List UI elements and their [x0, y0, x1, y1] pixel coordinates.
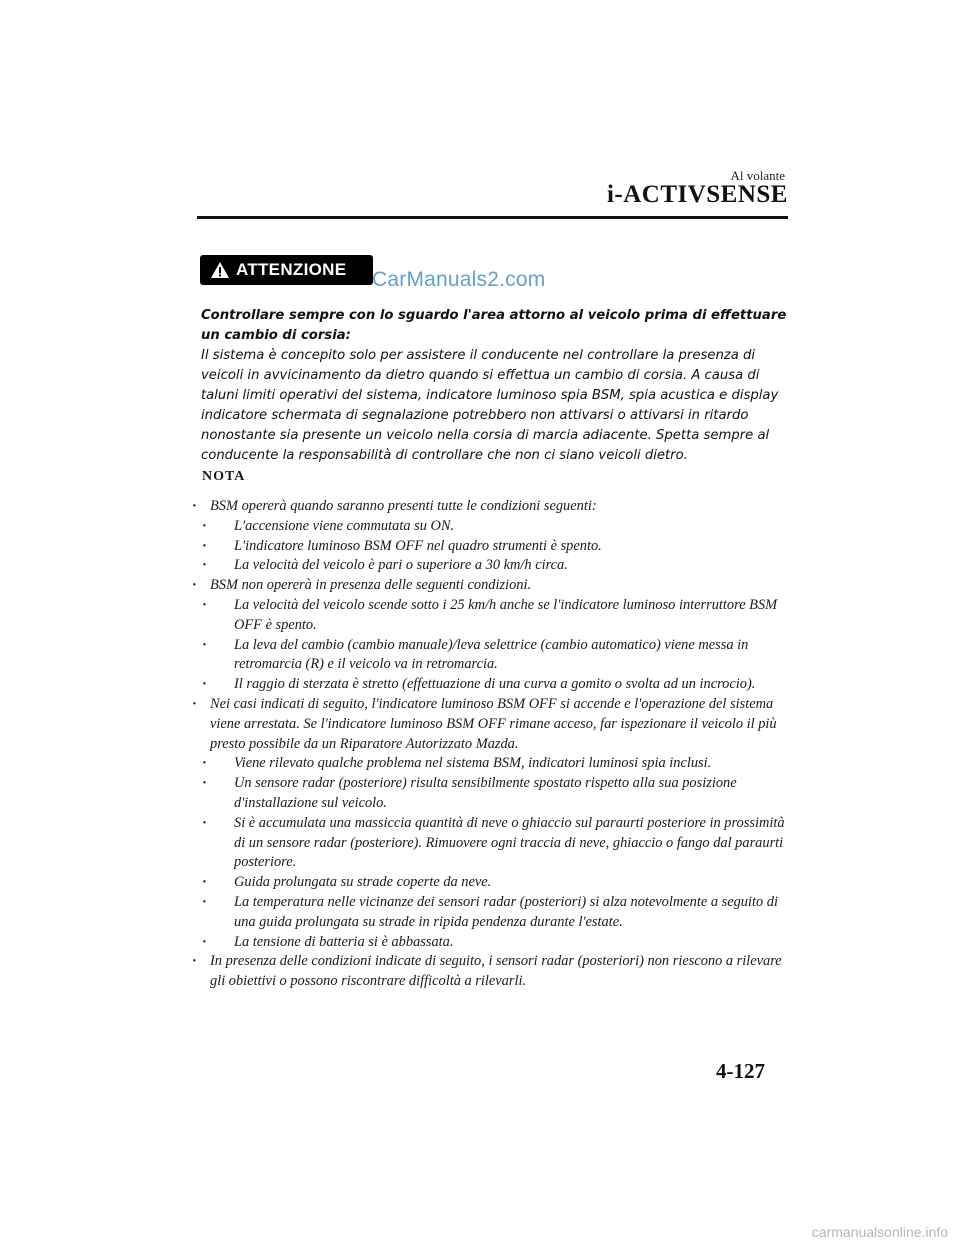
note-item-text: BSM opererà quando saranno presenti tutte le condizioni seguenti:: [210, 498, 597, 514]
header-section-label: Al volante: [730, 168, 785, 183]
warning-body: [201, 306, 791, 466]
note-list: [200, 497, 790, 992]
note-subitem: · La velocità del veicolo scende sotto i 25 km/h anche se l'indicatore luminoso interruttore BSM OFF è spento.: [210, 596, 790, 636]
warning-badge: [200, 255, 373, 285]
note-subitem: · Un sensore radar (posteriore) risulta sensibilmente spostato rispetto alla sua posizione d'installazione sul veicolo.: [210, 774, 790, 814]
note-item-text: In presenza delle condizioni indicate di seguito, i sensori radar (posteriori) non riescono a rilevare gli obiettivi o possono riscontrare difficoltà a rilevarli.: [210, 953, 782, 990]
note-item: [200, 497, 790, 576]
warning-label: ATTENZIONE: [236, 260, 347, 279]
note-subitem: · La tensione di batteria si è abbassata.: [210, 933, 790, 953]
note-subitem: · La temperatura nelle vicinanze dei sensori radar (posteriori) si alza notevolmente a seguito di una guida prolungata su strade in ripida pendenza durante l'estate.: [210, 893, 790, 933]
note-subitem: · La velocità del veicolo è pari o superiore a 30 km/h circa.: [210, 556, 790, 576]
warning-lead: Controllare sempre con lo sguardo l'area attorno al veicolo prima di effettuare un cambio di corsia:: [201, 308, 787, 343]
note-item-text: BSM non opererà in presenza delle seguenti condizioni.: [210, 577, 532, 594]
warning-triangle-icon: [210, 261, 230, 279]
note-subitem: · L'accensione viene commutata su ON.: [210, 517, 790, 537]
watermark-carmanualsonline: carmanualsonline.info: [811, 1224, 948, 1240]
page-title: i-ACTIVSENSE: [606, 181, 788, 208]
warning-text: Il sistema è concepito solo per assistere il conducente nel controllare la presenza di veicoli in avvicinamento da dietro quando si effettua un cambio di corsia. A causa di taluni limiti operativi del sistema, indicatore luminoso spia BSM, spia acustica e display indicatore schermata di segnalazione potrebbero non attivarsi o attivarsi in ritardo nonostante sia presente un veicolo nella corsia di marcia adiacente. Spetta sempre al conducente la responsabilità di controllare che non ci siano veicoli dietro.: [201, 348, 779, 463]
note-subitem: · Si è accumulata una massiccia quantità di neve o ghiaccio sul paraurti posteriore in prossimità di un sensore radar (posteriore). Rimuovere ogni traccia di neve, ghiaccio o fango dal paraurti posteriore.: [210, 814, 790, 873]
note-item: [200, 576, 790, 695]
note-subitem: · Il raggio di sterzata è stretto (effettuazione di una curva a gomito o svolta ad un incrocio).: [210, 675, 790, 695]
header-rule: [197, 216, 788, 219]
note-item: [200, 952, 790, 992]
note-subitem: · L'indicatore luminoso BSM OFF nel quadro strumenti è spento.: [210, 537, 790, 557]
note-label: NOTA: [202, 469, 246, 484]
note-subitem: · Guida prolungata su strade coperte da neve.: [210, 873, 790, 893]
note-subitem: · Viene rilevato qualche problema nel sistema BSM, indicatori luminosi spia inclusi.: [210, 754, 790, 774]
watermark-carmanuals2: CarManuals2.com: [372, 268, 546, 291]
note-item-text: Nei casi indicati di seguito, l'indicatore luminoso BSM OFF si accende e l'operazione del sistema viene arrestata. Se l'indicatore luminoso BSM OFF rimane acceso, far ispezionare il veicolo il più presto possibile da un Riparatore Autorizzato Mazda.: [210, 695, 777, 752]
page-number: 4-127: [716, 1059, 765, 1083]
note-subitem: · La leva del cambio (cambio manuale)/leva selettrice (cambio automatico) viene messa in retromarcia (R) e il veicolo va in retromarcia.: [210, 636, 790, 676]
note-item: [200, 695, 790, 952]
